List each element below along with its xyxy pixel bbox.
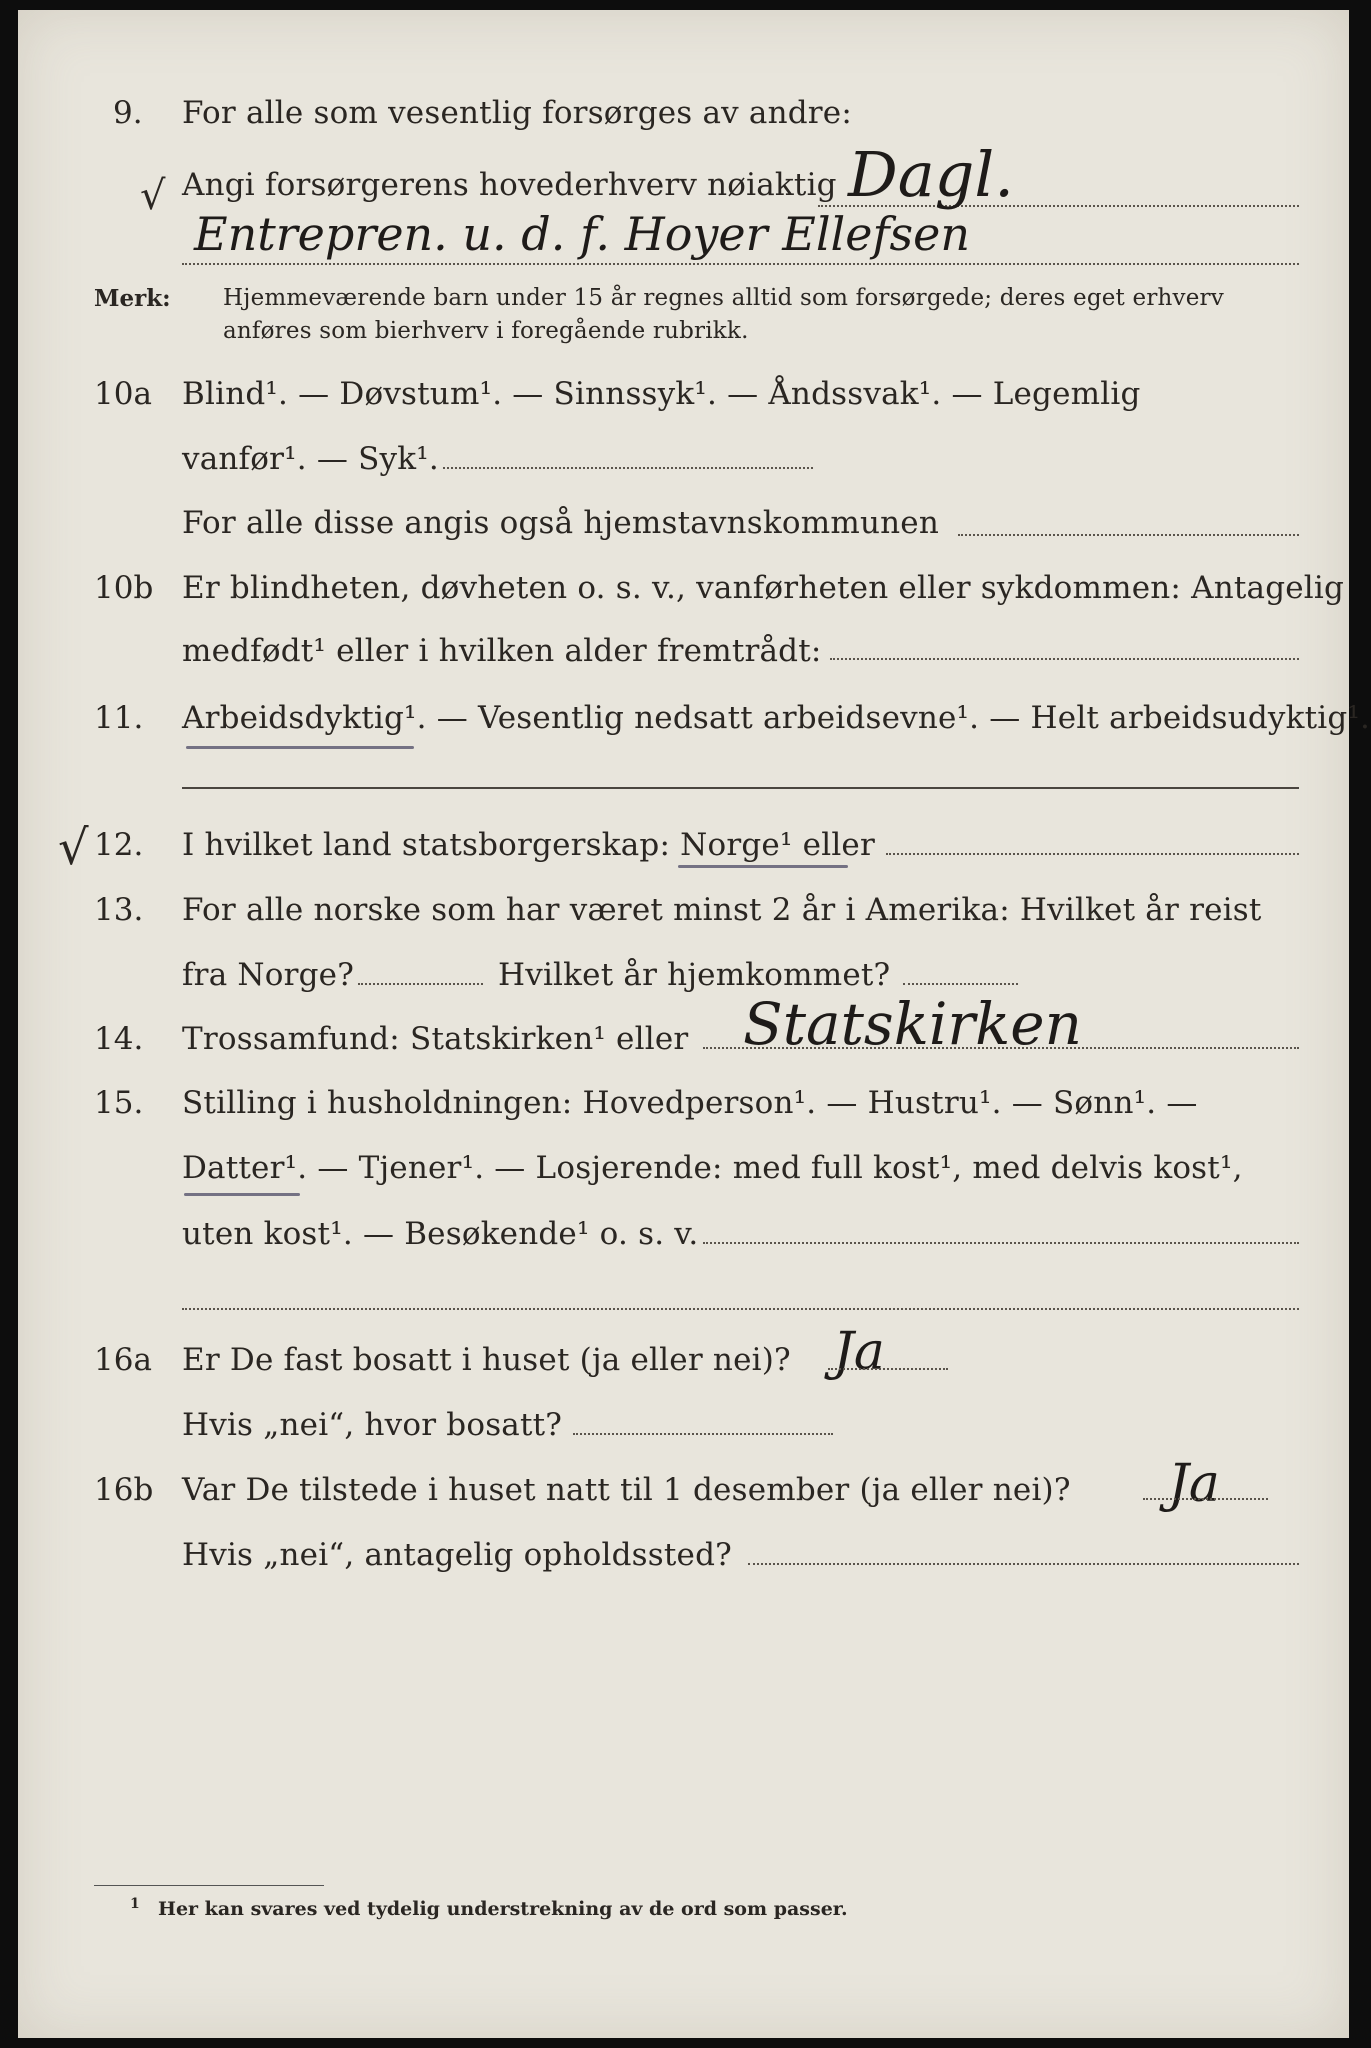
q14-number: 14. (94, 1021, 144, 1057)
footnote-rule (94, 1885, 324, 1886)
q11-number: 11. (94, 700, 144, 736)
q11-line1: Arbeidsdyktig¹. — Vesentlig nedsatt arbeidsevne¹. — Helt arbeidsudyktig¹. (182, 700, 1371, 736)
q10b-number: 10b (94, 570, 154, 606)
q13-line2b: Hvilket år hjemkommet? (498, 957, 891, 993)
q10a-line3: For alle disse angis også hjemstavnskommunen (182, 505, 939, 541)
q16a-answer-line (828, 1368, 948, 1370)
q13-hjemkommet-line (903, 983, 1018, 985)
q13-number: 13. (94, 892, 144, 928)
q10a-number: 10a (94, 376, 152, 412)
q11-underline-mark (186, 746, 414, 749)
q10b-answer-line (830, 658, 1299, 660)
q13-reist-line (358, 983, 483, 985)
q16a-line2: Hvis „nei“, hvor bosatt? (182, 1407, 563, 1443)
q16b-line2: Hvis „nei“, antagelig opholdssted? (182, 1537, 732, 1573)
q15-line2: Datter¹. — Tjener¹. — Losjerende: med full kost¹, med delvis kost¹, (182, 1150, 1243, 1186)
q10a-syk-line (443, 467, 813, 469)
q15-line1: Stilling i husholdningen: Hovedperson¹. — Hustru¹. — Sønn¹. — (182, 1085, 1198, 1121)
q16b-opholdssted-line (748, 1563, 1299, 1565)
q10a-line2: vanfør¹. — Syk¹. (182, 441, 439, 477)
q16b-answer-line (1143, 1498, 1268, 1500)
q16b-line1: Var De tilstede i huset natt til 1 desember (ja eller nei)? (182, 1472, 1071, 1508)
merk-line2: anføres som bierhverv i foregående rubrikk. (223, 318, 749, 344)
q16a-bosatt-line (573, 1433, 833, 1435)
q9-answer-2: Entrepren. u. d. f. Hoyer Ellefsen (194, 207, 970, 261)
q12-answer-line (886, 853, 1299, 855)
q15-answer-line1 (703, 1242, 1299, 1244)
q9-number: 9. (113, 95, 143, 131)
q11-answer-line (182, 787, 1299, 789)
q10a-line1: Blind¹. — Døvstum¹. — Sinnssyk¹. — Åndssvak¹. — Legemlig (182, 376, 1141, 412)
q13-line1: For alle norske som har været minst 2 år i Amerika: Hvilket år reist (182, 892, 1262, 928)
q9-answer-line2 (182, 263, 1299, 265)
census-form-page (18, 10, 1371, 2038)
q10a-hjemstavn-line (958, 534, 1299, 536)
q10b-line2: medfødt¹ eller i hvilken alder fremtrådt: (182, 633, 822, 669)
footnote-text: Her kan svares ved tydelig understrekning av de ord som passer. (158, 1898, 848, 1920)
q16a-number: 16a (94, 1342, 152, 1378)
q15-number: 15. (94, 1085, 144, 1121)
merk-label: Merk: (94, 285, 171, 312)
check-mark-q9: √ (140, 173, 166, 219)
check-mark-q12: √ (58, 820, 89, 876)
q15-underline-mark (184, 1193, 300, 1196)
q9-answer-1: Dagl. (848, 138, 1014, 211)
q16a-line1: Er De fast bosatt i huset (ja eller nei)? (182, 1342, 791, 1378)
q9-line1: For alle som vesentlig forsørges av andre: (182, 95, 852, 131)
q16b-number: 16b (94, 1472, 154, 1508)
q16b-answer: Ja (1168, 1454, 1220, 1514)
q14-line1: Trossamfund: Statskirken¹ eller (182, 1021, 689, 1057)
merk-line1: Hjemmeværende barn under 15 år regnes alltid som forsørgede; deres eget erhverv (223, 285, 1224, 311)
q15-line3: uten kost¹. — Besøkende¹ o. s. v. (182, 1216, 699, 1252)
q16a-answer: Ja (833, 1322, 885, 1382)
q12-line1: I hvilket land statsborgerskap: Norge¹ eller (182, 827, 875, 863)
q15-answer-line2 (182, 1308, 1299, 1310)
q12-underline-mark (678, 865, 848, 868)
q10b-line1: Er blindheten, døvheten o. s. v., vanførheten eller sykdommen: Antagelig (182, 570, 1345, 606)
q13-line2a: fra Norge? (182, 957, 355, 993)
q9-line2: Angi forsørgerens hovederhverv nøiaktig (182, 167, 837, 203)
q12-number: 12. (94, 827, 144, 863)
q14-answer: Statskirken (743, 990, 1082, 1058)
footnote-mark: 1 (130, 1896, 140, 1912)
